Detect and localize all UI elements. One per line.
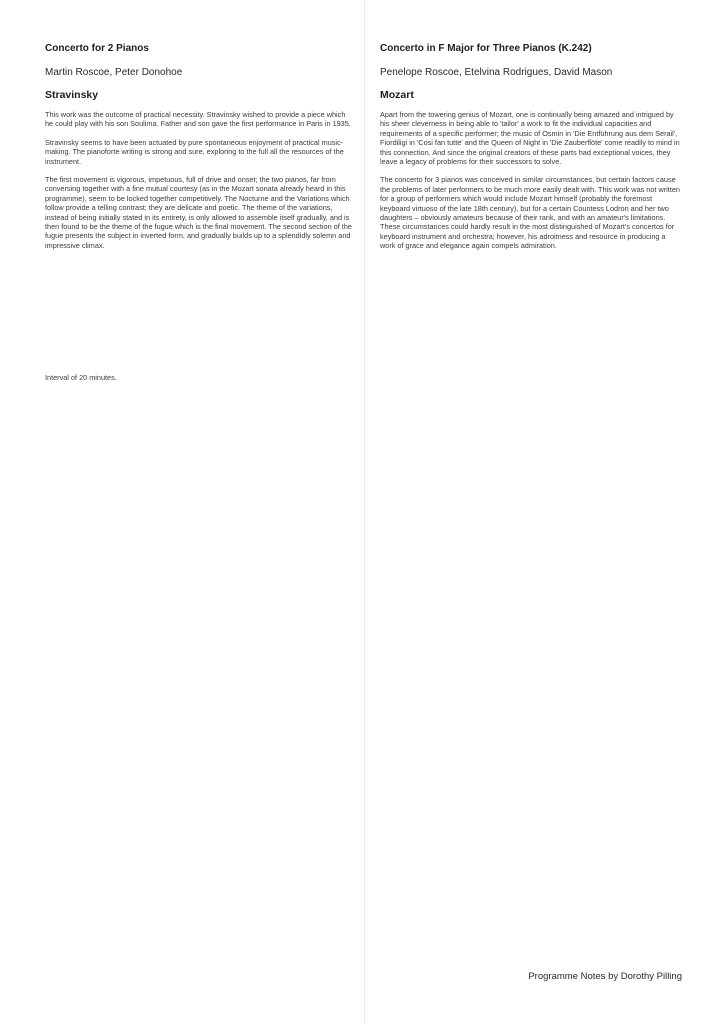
composer-name: Mozart xyxy=(380,89,414,101)
mozart-section xyxy=(380,42,682,260)
paragraph: Apart from the towering genius of Mozart, one is continually being amazed and intrigued by his sheer cleverness in being able to 'tailor' a work to fit the individual capacities and requirements of a specific performer; the music of Osmin in 'Die Entführung aus dem Serail', Fiordiligi in 'Cosi fan tutte' and the Queen of Night in 'Die Zauberflöte' come readily to mind in this connection. And since the original creators of these parts had exceptional voices, they leave a legacy of problems for their successors to solve. xyxy=(380,110,680,167)
paragraph: This work was the outcome of practical necessity. Stravinsky wished to provide a piece which he could play with his son Soulima. Father and son gave the first performance in Paris in 1935. xyxy=(45,110,351,129)
section-title: Concerto for 2 Pianos xyxy=(45,43,149,54)
interval-note: Interval of 20 minutes. xyxy=(45,373,117,382)
paragraph: The concerto for 3 pianos was conceived in similar circumstances, but certain factors cause the problems of later performers to be much more easily dealt with. This work was not written for a group of performers which would include Mozart himself (probably the foremost keyboard virtuoso of the late 18th century), but for a certain Countess Lodron and her two daughters – obviously amateurs because of their rank, and with an amateur's limitations. These circumstances could hardly result in the most distinguished of Mozart's concertos for keyboard instrument and orchestra; however, his adroitness and resource in producing a work of grace and elegance again compels admiration. xyxy=(380,175,680,251)
section-title: Concerto in F Major for Three Pianos (K.242) xyxy=(380,43,592,54)
programme-notes-credit: Programme Notes by Dorothy Pilling xyxy=(528,971,682,982)
paragraph: Stravinsky seems to have been actuated by pure spontaneous enjoyment of practical music-making. The pianoforte writing is strong and sure, exploring to the full all the resources of the instrument. xyxy=(45,137,344,166)
page-fold-line xyxy=(364,0,365,1024)
performers: Penelope Roscoe, Etelvina Rodrigues, David Mason xyxy=(380,67,613,78)
stravinsky-section xyxy=(45,42,355,259)
performers: Martin Roscoe, Peter Donohoe xyxy=(45,67,183,78)
paragraph: The first movement is vigorous, impetuous, full of drive and onset; the two pianos, far from conversing together with a fine mutual courtesy (as in the Mozart sonata already heard in this programme), seem to be locked together competitively. The Nocturne and the Variations which follow provide a telling contrast; they are delicate and poetic. The theme of the variations, instead of being initially stated in its entirety, is only allowed to assemble itself gradually, and is then found to be the theme of the fugue which is the final movement. The second section of the fugue presents the subject in inverted form, and gradually builds up to a splendidly solemn and impressive climax. xyxy=(45,175,352,250)
composer-name: Stravinsky xyxy=(45,89,99,101)
